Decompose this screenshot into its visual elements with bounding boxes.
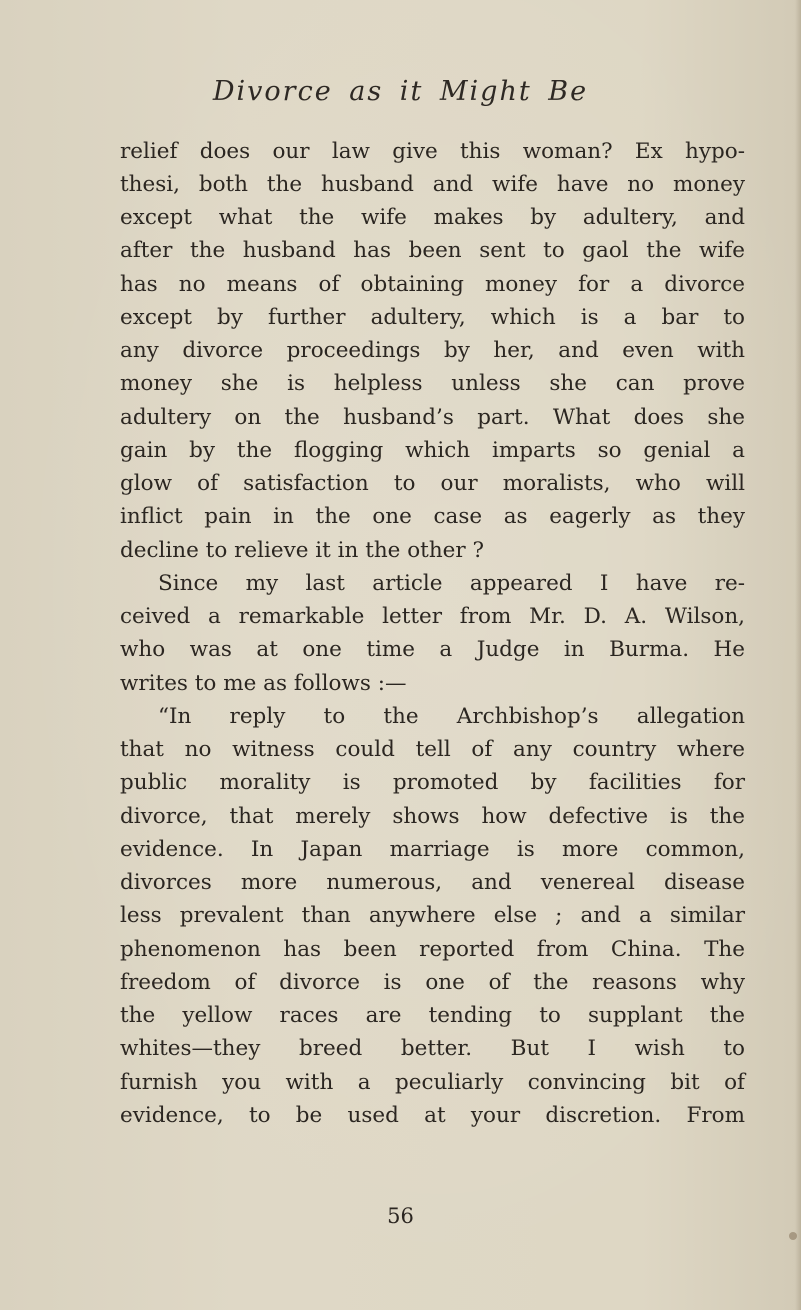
text-line: ceived a remarkable letter from Mr. D. A. Wilson, xyxy=(120,604,745,629)
text-line: gain by the flogging which imparts so genial a xyxy=(120,438,745,463)
page-edge-shadow xyxy=(795,0,801,1310)
text-line: writes to me as follows :— xyxy=(120,671,407,696)
text-line: glow of satisfaction to our moralists, who will xyxy=(120,471,745,496)
text-line: after the husband has been sent to gaol the wife xyxy=(120,238,745,263)
text-line: any divorce proceedings by her, and even with xyxy=(120,338,745,363)
text-line: divorces more numerous, and venereal disease xyxy=(120,870,745,895)
text-line: except by further adultery, which is a bar to xyxy=(120,305,745,330)
text-line: thesi, both the husband and wife have no money xyxy=(120,172,745,197)
text-line: who was at one time a Judge in Burma. He xyxy=(120,637,745,662)
text-line: freedom of divorce is one of the reasons why xyxy=(120,970,745,995)
text-line: adultery on the husband’s part. What does she xyxy=(120,405,745,430)
text-line: less prevalent than anywhere else ; and a similar xyxy=(120,903,745,928)
page-number: 56 xyxy=(387,1204,414,1228)
text-line: “In reply to the Archbishop’s allegation xyxy=(158,704,745,729)
text-line: divorce, that merely shows how defective is the xyxy=(120,804,745,829)
text-line: phenomenon has been reported from China. The xyxy=(120,937,745,962)
text-line: Since my last article appeared I have re- xyxy=(158,571,745,596)
text-line: has no means of obtaining money for a divorce xyxy=(120,272,745,297)
text-line: that no witness could tell of any country where xyxy=(120,737,745,762)
running-head: Divorce as it Might Be xyxy=(212,76,589,107)
text-line: whites—they breed better. But I wish to xyxy=(120,1036,745,1061)
text-line: decline to relieve it in the other ? xyxy=(120,538,485,563)
text-line: except what the wife makes by adultery, and xyxy=(120,205,745,230)
text-line: evidence. In Japan marriage is more common, xyxy=(120,837,745,862)
text-line: relief does our law give this woman? Ex hypo- xyxy=(120,139,745,164)
paper-blemish xyxy=(789,1232,797,1240)
text-line: evidence, to be used at your discretion. From xyxy=(120,1103,745,1128)
text-line: inflict pain in the one case as eagerly as they xyxy=(120,504,745,529)
text-line: furnish you with a peculiarly convincing bit of xyxy=(120,1070,745,1095)
text-line: public morality is promoted by facilities for xyxy=(120,770,745,795)
text-line: the yellow races are tending to supplant the xyxy=(120,1003,745,1028)
text-line: money she is helpless unless she can prove xyxy=(120,371,745,396)
